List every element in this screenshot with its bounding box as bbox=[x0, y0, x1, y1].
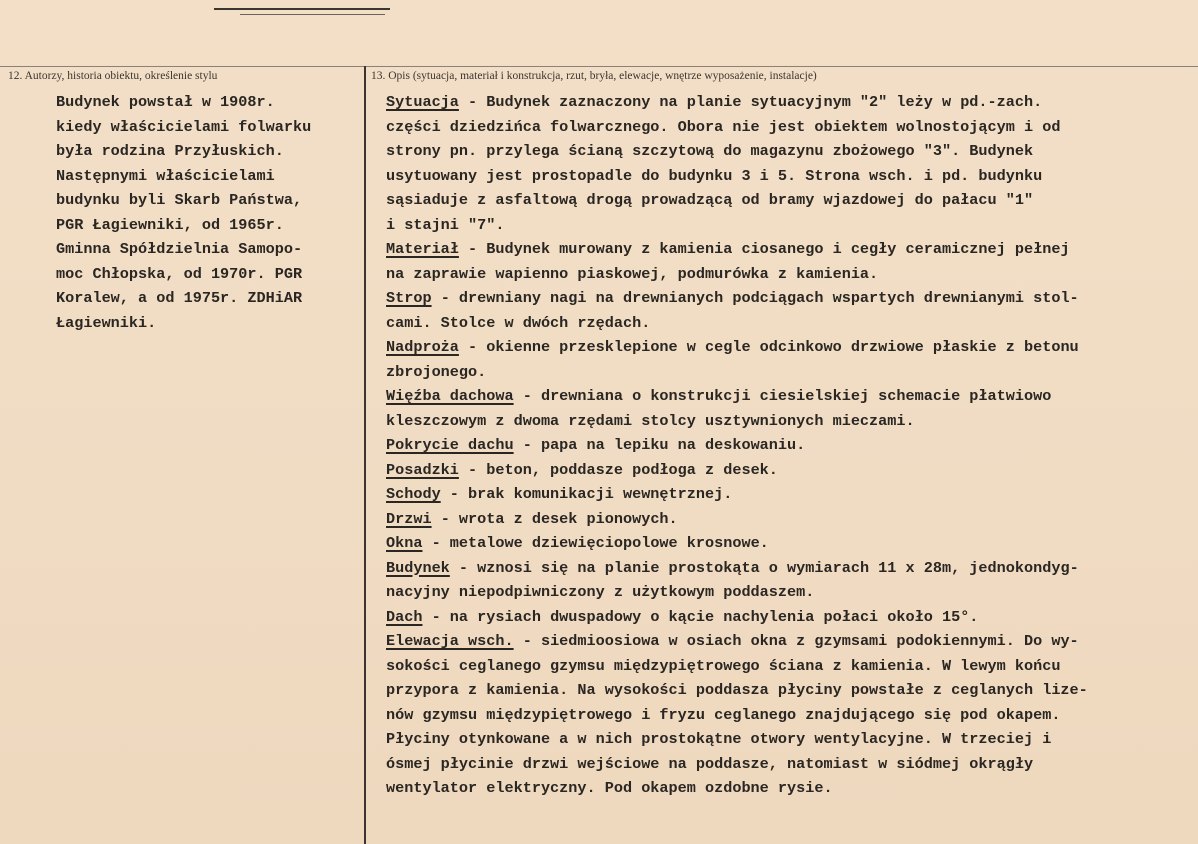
description-line bbox=[386, 727, 1186, 752]
history-line: była rodzina Przyłuskich. bbox=[56, 142, 284, 160]
description-line bbox=[386, 213, 1186, 238]
history-line: PGR Łagiewniki, od 1965r. bbox=[56, 215, 284, 234]
description-line bbox=[386, 311, 1186, 336]
history-line: Gminna Spółdzielnia Samopo- bbox=[56, 240, 303, 258]
description-line bbox=[386, 409, 1186, 434]
description-text-run: kleszczowym z dwoma rzędami stolcy usztywnionych mieczami. bbox=[386, 411, 915, 430]
history-line: kiedy właścicielami folwarku bbox=[56, 117, 312, 136]
description-text-run: strony pn. przylega ścianą szczytową do magazynu zbożowego "3". Budynek bbox=[386, 142, 1034, 160]
history-text bbox=[56, 90, 356, 335]
description-text-run: wentylator elektryczny. Pod okapem ozdobne rysie. bbox=[386, 779, 833, 797]
section-term: Materiał bbox=[386, 240, 459, 258]
section-divider-horizontal bbox=[0, 66, 1198, 67]
section-term: Okna bbox=[386, 534, 423, 552]
description-text-run: - wrota z desek pionowych. bbox=[431, 509, 678, 528]
description-line bbox=[386, 678, 1186, 703]
history-line: Następnymi właścicielami bbox=[56, 166, 275, 185]
description-line bbox=[386, 654, 1186, 679]
description-text-run: Płyciny otynkowane a w nich prostokątne otwory wentylacyjne. W trzeciej i bbox=[386, 730, 1052, 748]
section-term: Schody bbox=[386, 485, 441, 503]
description-line bbox=[386, 335, 1186, 360]
description-line bbox=[386, 629, 1186, 654]
description-text-run: - beton, poddasze podłoga z desek. bbox=[458, 460, 778, 479]
description-text-run: - drewniana o konstrukcji ciesielskiej schemacie płatwiowo bbox=[513, 387, 1052, 405]
description-text-run: cami. Stolce w dwóch rzędach. bbox=[386, 313, 651, 332]
description-line bbox=[386, 482, 1186, 507]
history-line: Łagiewniki. bbox=[56, 313, 157, 332]
section-term: Strop bbox=[386, 289, 432, 307]
section-term: Posadzki bbox=[386, 460, 459, 479]
description-line bbox=[386, 90, 1186, 115]
description-line bbox=[386, 360, 1186, 385]
section-term: Elewacja wsch. bbox=[386, 632, 514, 650]
description-text-run: - wznosi się na planie prostokąta o wymiarach 11 x 28m, jednokondyg- bbox=[449, 558, 1079, 577]
section-12-caption: 12. Autorzy, historia obiektu, określenie stylu bbox=[8, 70, 218, 82]
description-line bbox=[386, 115, 1186, 140]
description-line bbox=[386, 752, 1186, 777]
description-line bbox=[386, 433, 1186, 458]
description-line bbox=[386, 531, 1186, 556]
section-term: Drzwi bbox=[386, 509, 432, 528]
description-text-run: - na rysiach dwuspadowy o kącie nachylenia połaci około 15°. bbox=[422, 607, 979, 626]
section-13-caption: 13. Opis (sytuacja, materiał i konstrukcja, rzut, bryła, elewacje, wnętrze wyposażenie, instalacje) bbox=[371, 70, 817, 82]
description-line bbox=[386, 776, 1186, 801]
section-term: Nadproża bbox=[386, 338, 459, 356]
description-line bbox=[386, 458, 1186, 483]
description-text-run: - drewniany nagi na drewnianych podciągach wspartych drewnianymi stol- bbox=[431, 289, 1079, 307]
description-text bbox=[386, 90, 1186, 801]
section-divider-vertical bbox=[364, 66, 366, 844]
description-text-run: - metalowe dziewięciopolowe krosnowe. bbox=[422, 534, 769, 552]
description-text-run: zbrojonego. bbox=[386, 362, 487, 381]
description-text-run: - Budynek murowany z kamienia ciosanego i cegły ceramicznej pełnej bbox=[458, 240, 1070, 258]
description-line bbox=[386, 703, 1186, 728]
description-text-run: sokości ceglanego gzymsu międzypiętrowego ściana z kamienia. W lewym końcu bbox=[386, 656, 1061, 675]
section-term: Więźba dachowa bbox=[386, 387, 514, 405]
description-line bbox=[386, 188, 1186, 213]
description-text-run: części dziedzińca folwarcznego. Obora nie jest obiektem wolnostojącym i od bbox=[386, 117, 1061, 136]
top-rule-secondary bbox=[240, 14, 385, 15]
description-line bbox=[386, 556, 1186, 581]
section-term: Pokrycie dachu bbox=[386, 436, 514, 454]
section-term: Dach bbox=[386, 607, 423, 626]
description-line bbox=[386, 507, 1186, 532]
history-line: Budynek powstał w 1908r. bbox=[56, 93, 275, 111]
description-line bbox=[386, 580, 1186, 605]
description-line bbox=[386, 605, 1186, 630]
description-line bbox=[386, 237, 1186, 262]
section-term: Budynek bbox=[386, 558, 450, 577]
history-line: Koralew, a od 1975r. ZDHiAR bbox=[56, 289, 303, 307]
description-text-run: - papa na lepiku na deskowaniu. bbox=[513, 436, 806, 454]
description-line bbox=[386, 286, 1186, 311]
description-line bbox=[386, 384, 1186, 409]
top-rule bbox=[214, 8, 390, 10]
description-text-run: i stajni "7". bbox=[386, 215, 505, 234]
description-text-run: nacyjny niepodpiwniczony z użytkowym poddaszem. bbox=[386, 583, 815, 601]
description-text-run: - brak komunikacji wewnętrznej. bbox=[440, 485, 733, 503]
description-text-run: nów gzymsu międzypiętrowego i fryzu ceglanego znajdującego się pod okapem. bbox=[386, 705, 1061, 724]
description-text-run: - siedmioosiowa w osiach okna z gzymsami podokiennymi. Do wy- bbox=[513, 632, 1079, 650]
description-text-run: usytuowany jest prostopadle do budynku 3 i 5. Strona wsch. i pd. budynku bbox=[386, 166, 1043, 185]
description-line bbox=[386, 262, 1186, 287]
description-line bbox=[386, 164, 1186, 189]
description-text-run: ósmej płycinie drzwi wejściowe na poddasze, natomiast w siódmej okrągły bbox=[386, 754, 1034, 773]
description-text-run: - Budynek zaznaczony na planie sytuacyjnym "2" leży w pd.-zach. bbox=[458, 93, 1043, 111]
history-line: budynku byli Skarb Państwa, bbox=[56, 191, 303, 209]
description-text-run: na zaprawie wapienno piaskowej, podmurówka z kamienia. bbox=[386, 264, 879, 283]
description-text-run: - okienne przesklepione w cegle odcinkowo drzwiowe płaskie z betonu bbox=[458, 338, 1079, 356]
section-term: Sytuacja bbox=[386, 93, 459, 111]
description-line bbox=[386, 139, 1186, 164]
description-text-run: przypora z kamienia. Na wysokości poddasza płyciny powstałe z ceglanych lize- bbox=[386, 681, 1088, 699]
description-text-run: sąsiaduje z asfaltową drogą prowadzącą od bramy wjazdowej do pałacu "1" bbox=[386, 191, 1034, 209]
history-line: moc Chłopska, od 1970r. PGR bbox=[56, 264, 303, 283]
